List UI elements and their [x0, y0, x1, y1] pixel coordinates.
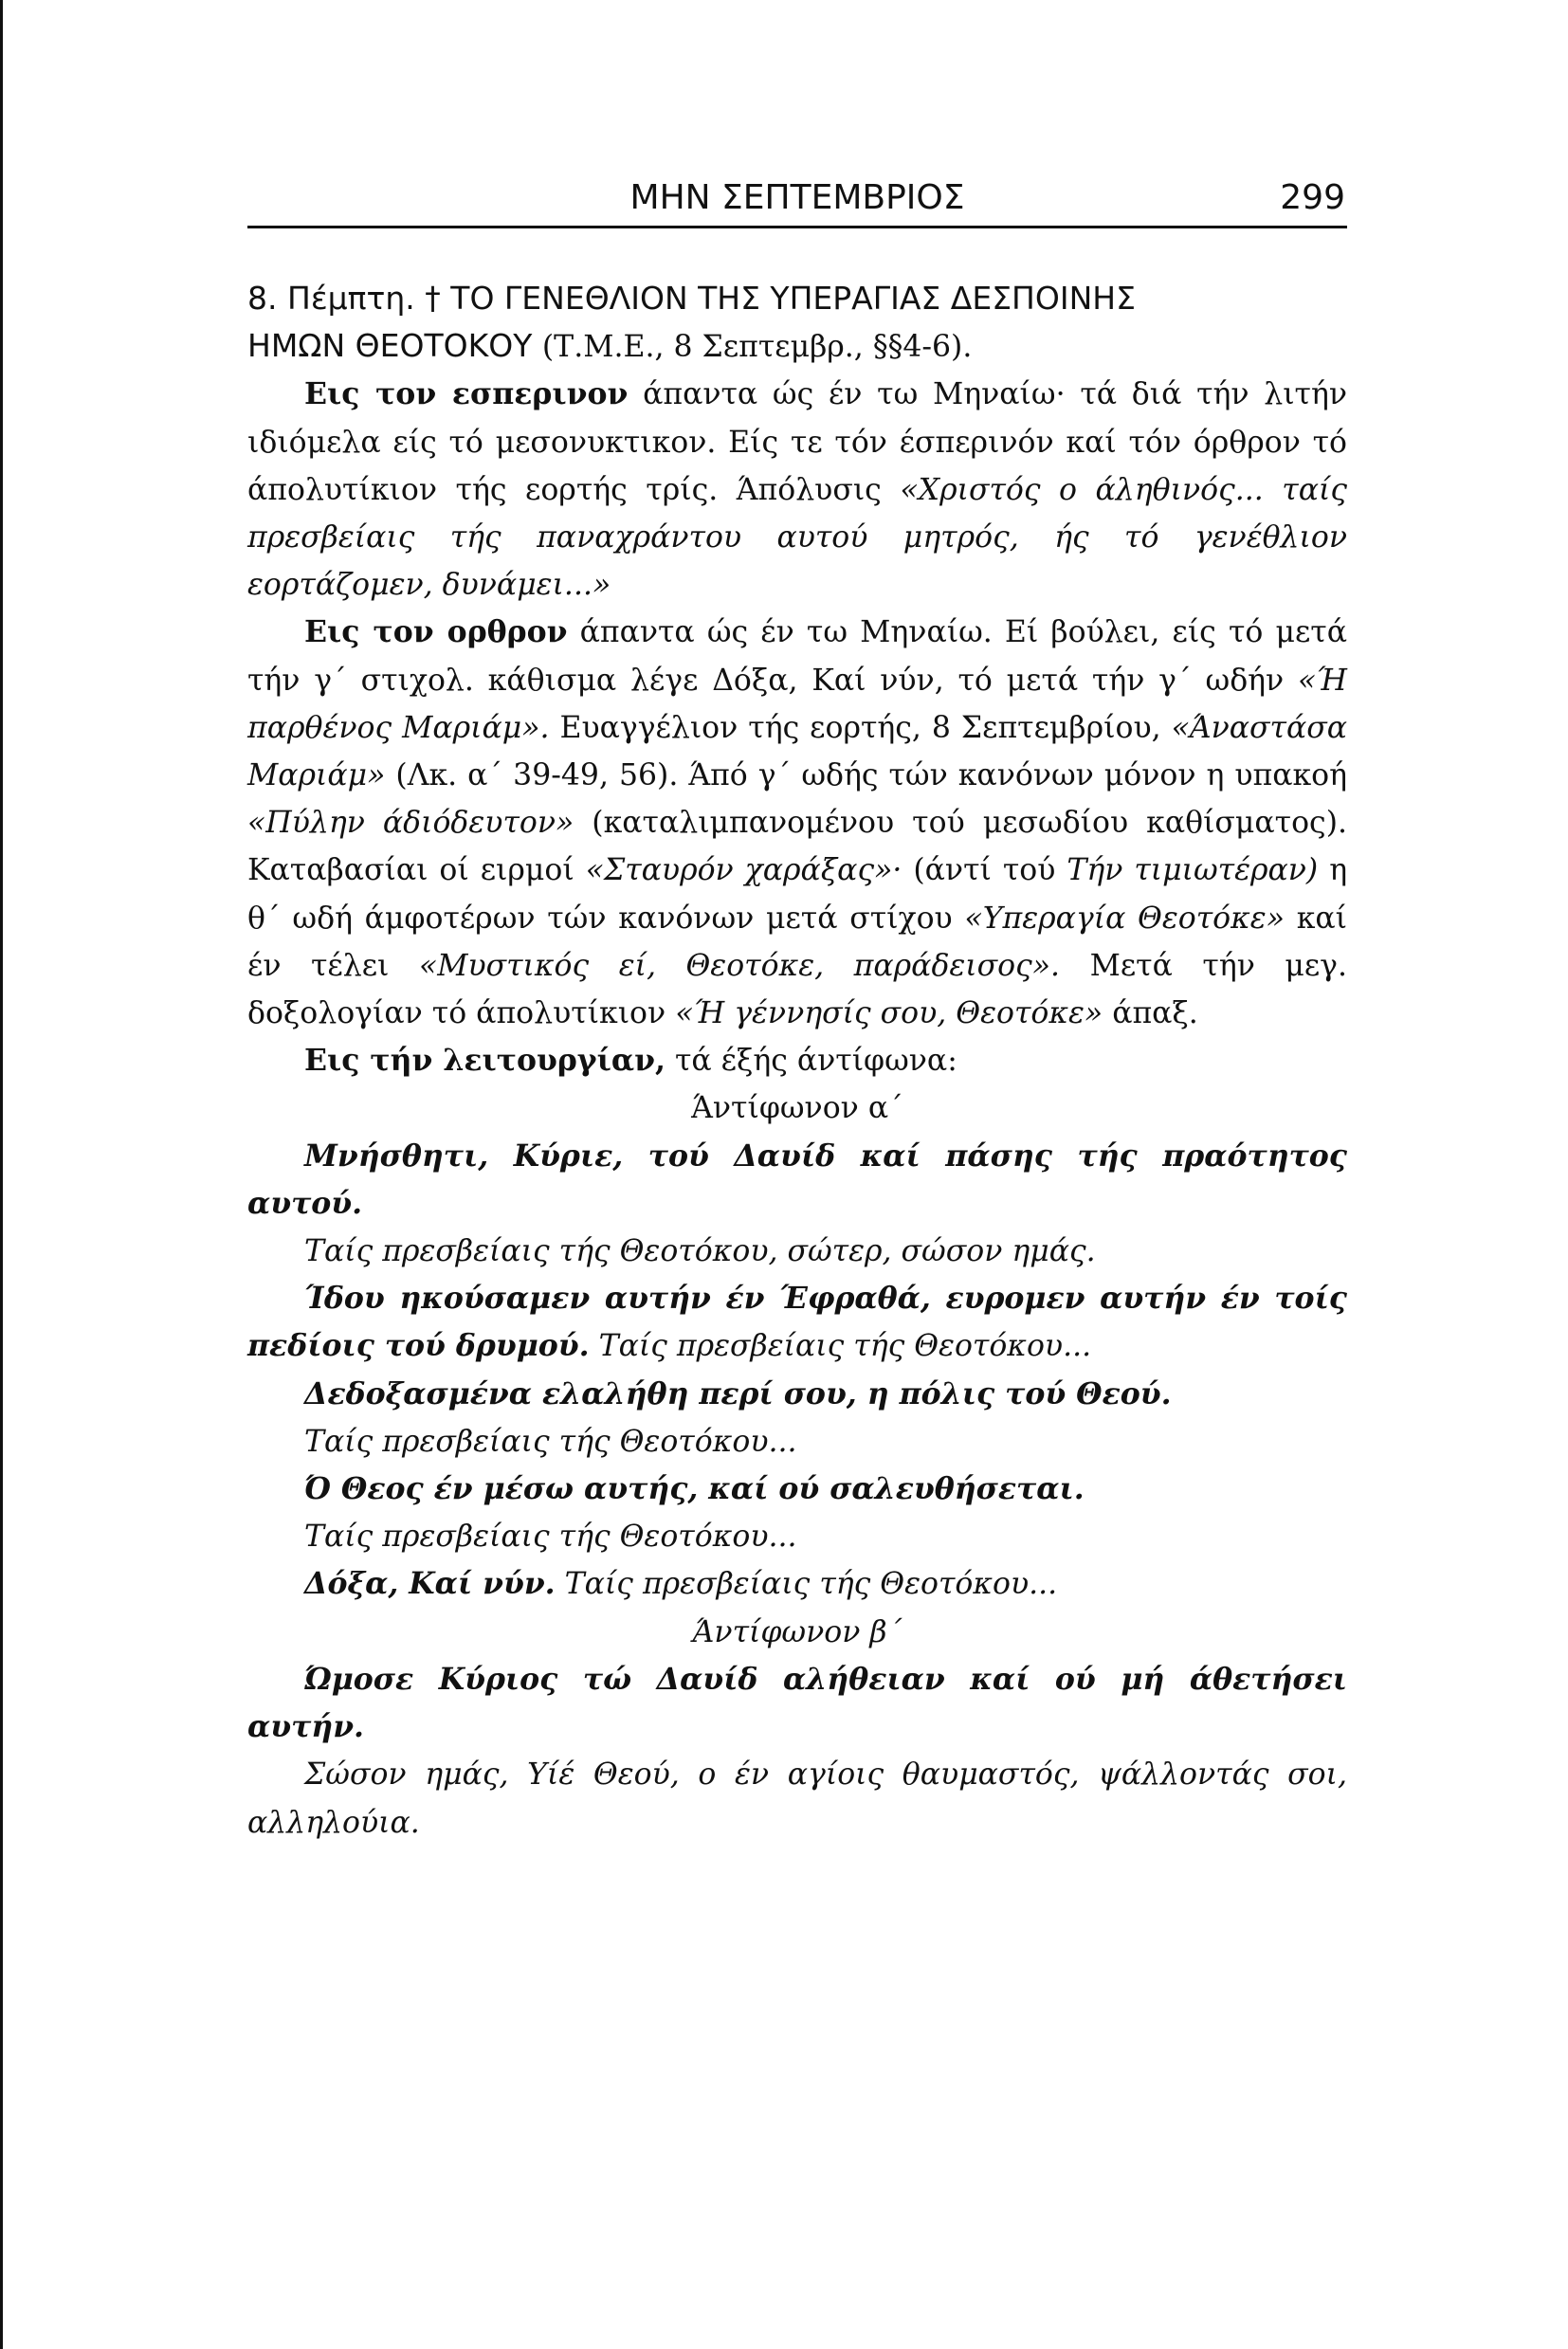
orthros-text-6: η θ΄ ωδή άμφοτέρων τών κανόνων μετά στίχου	[247, 853, 1348, 936]
orthros-text-5: (άντί τού	[913, 853, 1056, 888]
orthros-text-8: Μετά τήν μεγ. δοξολογίαν τό άπολυτίκιον	[247, 948, 1348, 1031]
orthros-quote-2: «Άναστάσα Μαριάμ»	[247, 710, 1348, 793]
antiphon-1-verse-5: Δόξα, Καί νύν.	[304, 1566, 556, 1602]
orthros-label: Εις τον ορθρον	[304, 614, 568, 650]
orthros-text-1: άπαντα ώς έν τω Μηναίω. Εί βούλει, είς τό μετά τήν γ΄ στιχολ. κάθισμα λέγε Δόξα, Καί νύν, τό μετά τήν γ΄ ωδήν	[247, 615, 1347, 698]
orthros-text-3: (Λκ. α΄ 39-49, 56). Άπό γ΄ ωδής τών κανόνων μόνον η υπακοή	[395, 758, 1347, 793]
liturgy-paragraph	[247, 1037, 1347, 1084]
section-day: Πέμπτη.	[287, 280, 415, 317]
section-reference: (Τ.Μ.Ε., 8 Σεπτεμβρ., §§4-6).	[541, 330, 973, 365]
orthros-text-9: άπαξ.	[1112, 996, 1198, 1031]
orthros-quote-8: «Ή γέννησίς σου, Θεοτόκε»	[675, 996, 1103, 1031]
antiphon-1-verse-1: Μνήσθητι, Κύριε, τού Δαυίδ καί πάσης τής πραότητος αυτού.	[247, 1138, 1347, 1221]
orthros-text-2: Ευαγγέλιον τής εορτής, 8 Σεπτεμβρίου,	[559, 710, 1161, 745]
antiphon-1-verse-2-line	[247, 1275, 1347, 1370]
orthros-text-7: καί έν τέλει	[247, 901, 1347, 983]
orthros-quote-6: «Υπεραγία Θεοτόκε»	[964, 901, 1285, 936]
antiphon-2-verse-1: Ώμοσε Κύριος τώ Δαυίδ αλήθειαν καί ού μή άθετήσει αυτήν.	[247, 1661, 1347, 1745]
orthros-quote-7: «Μυστικός εί, Θεοτόκε, παράδεισος».	[418, 948, 1061, 983]
vespers-paragraph	[247, 371, 1347, 609]
vespers-text: άπαντα ώς έν τω Μηναίω· τά διά τήν λιτήν ιδιόμελα είς τό μεσονυκτικον. Είς τε τόν έσπερινόν καί τόν όρθρον τό άπολυτίκιον τής εορτής τρίς. Άπόλυσις	[247, 377, 1348, 507]
vespers-label: Εις τον εσπερινον	[304, 376, 629, 412]
antiphon-1-refrain-2: Ταίς πρεσβείαις τής Θεοτόκου...	[598, 1329, 1092, 1364]
antiphon-1-verse-2: Ίδου ηκούσαμεν αυτήν έν Έφραθά, ευρομεν αυτήν έν τοίς πεδίοις τού δρυμού.	[247, 1281, 1347, 1364]
orthros-quote-4: «Σταυρόν χαράξας»·	[585, 853, 903, 888]
antiphon-1-refrain-1: Ταίς πρεσβείαις τής Θεοτόκου, σώτερ, σώσον ημάς.	[304, 1234, 1096, 1269]
page-number: 299	[1280, 178, 1345, 217]
antiphon-1-refrain-4: Ταίς πρεσβείαις τής Θεοτόκου...	[304, 1520, 797, 1555]
section-heading	[247, 275, 1347, 371]
orthros-text-4: (καταλιμπανομένου τού μεσωδίου καθίσματος). Καταβασίαι οί ειρμοί	[247, 806, 1347, 888]
antiphon-1-doxa-line	[247, 1560, 1347, 1608]
cross-mark: †	[425, 280, 441, 317]
section-title-line1: ΤΟ ΓΕΝΕΘΛΙΟΝ ΤΗΣ ΥΠΕΡΑΓΙΑΣ ΔΕΣΠΟΙΝΗΣ	[450, 280, 1136, 317]
orthros-quote-1: «Ή παρθένος Μαριάμ».	[247, 663, 1347, 745]
antiphon-2-refrain-1: Σώσον ημάς, Υίέ Θεού, ο έν αγίοις θαυμαστός, ψάλλοντάς σοι, αλληλούια.	[247, 1757, 1347, 1840]
dismissal-quote: «Χριστός ο άληθινός... ταίς πρεσβείαις τής παναχράντου αυτού μητρός, ής τό γενέθλιον εορτάζομεν, δυνάμει...»	[247, 472, 1347, 603]
page-body	[247, 275, 1347, 1847]
antiphon-1-refrain-3: Ταίς πρεσβείαις τής Θεοτόκου...	[304, 1424, 797, 1459]
antiphon-1-verse-4: Ό Θεος έν μέσω αυτής, καί ού σαλευθήσεται.	[304, 1471, 1085, 1507]
antiphon-1-verse-3: Δεδοξασμένα ελαλήθη περί σου, η πόλις τού Θεού.	[304, 1375, 1172, 1411]
antiphon-1-title: Άντίφωνον α΄	[691, 1091, 903, 1126]
section-number: 8.	[247, 280, 278, 317]
liturgy-label: Εις τήν λειτουργίαν,	[304, 1043, 665, 1079]
orthros-quote-3: «Πύλην άδιόδευτον»	[247, 806, 574, 841]
antiphon-1-refrain-5: Ταίς πρεσβείαις τής Θεοτόκου...	[564, 1567, 1058, 1602]
page-header	[247, 173, 1347, 228]
orthros-paragraph	[247, 609, 1347, 1037]
section-title-line2: ΗΜΩΝ ΘΕΟΤΟΚΟΥ	[247, 327, 533, 365]
liturgy-text: τά έξής άντίφωνα:	[674, 1044, 957, 1079]
orthros-quote-5: Τήν τιμιωτέραν)	[1067, 853, 1319, 888]
antiphon-2-title: Άντίφωνον β΄	[692, 1614, 903, 1649]
running-title: ΜΗΝ ΣΕΠΤΕΜΒΡΙΟΣ	[629, 178, 965, 217]
